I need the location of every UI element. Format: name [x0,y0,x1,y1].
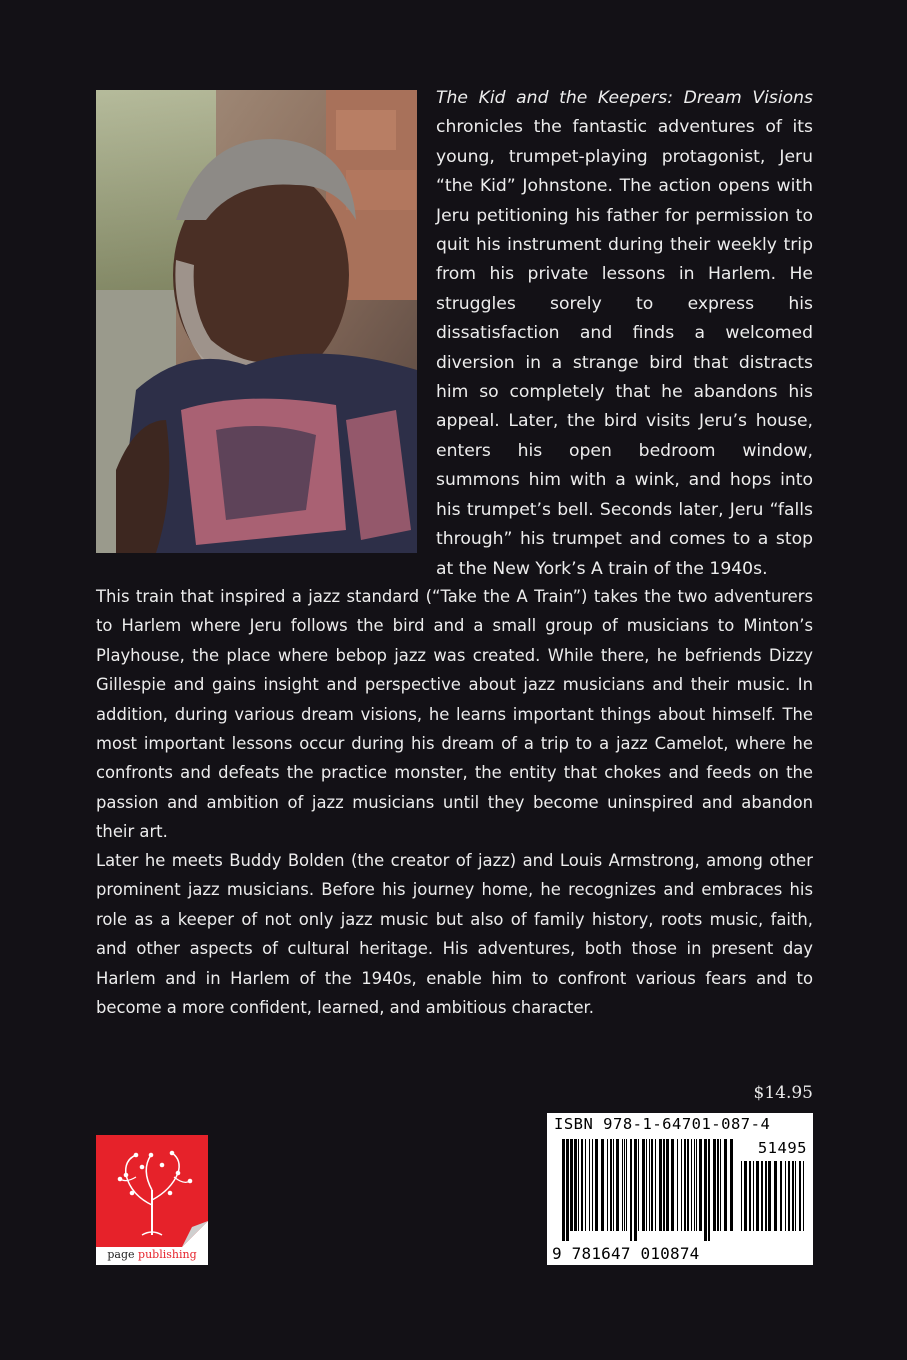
barcode-bar [624,1139,625,1231]
barcode-bar [589,1139,590,1231]
barcode-bar [677,1139,678,1231]
book-title: The Kid and the Keepers: Dream Visions [436,88,813,108]
barcode-bar [607,1139,608,1231]
barcode-bar [756,1161,759,1231]
author-photo [96,90,417,553]
barcode-bar [744,1161,747,1231]
barcode-bar [666,1139,669,1231]
barcode-bar [601,1139,604,1231]
barcode-bar [578,1139,579,1231]
publisher-name-part1: page [107,1248,139,1261]
barcode-bar [730,1139,733,1231]
barcode-bar [634,1139,637,1241]
barcode-bar [799,1161,801,1231]
barcode-bar [795,1161,796,1231]
barcode-bar [696,1139,697,1231]
barcode-bar [761,1161,763,1231]
barcode-bar [774,1161,777,1231]
barcode-bar [704,1139,707,1241]
barcode-bar [610,1139,612,1231]
barcode-price-code: 51495 [757,1139,807,1157]
barcode-bar [616,1139,619,1231]
barcode-bar [622,1139,623,1231]
price-label: $14.95 [753,1083,813,1103]
barcode-bar [803,1161,804,1231]
barcode-bar [785,1161,786,1231]
barcode-bar [642,1139,645,1231]
barcode-bar [613,1139,614,1231]
barcode-digits: 9 781647 010874 [552,1244,700,1263]
barcode-bar [581,1139,583,1231]
barcode-bar [562,1139,565,1241]
publisher-name [96,1248,208,1261]
tree-icon [96,1135,208,1247]
barcode-bar [720,1139,721,1231]
barcode-bars-addon [741,1161,805,1241]
barcode-bar [663,1139,665,1231]
barcode-bar [717,1139,719,1231]
barcode-bar [691,1139,692,1231]
barcode-bar [768,1161,771,1231]
barcode-bar [659,1139,662,1231]
barcode-bars-main [562,1139,734,1241]
description-paragraph-1 [436,84,813,584]
isbn-barcode [547,1113,813,1265]
barcode-bar [566,1139,569,1241]
barcode-bar [574,1139,577,1231]
barcode-bar [651,1139,653,1231]
barcode-bar [681,1139,682,1231]
barcode-bar [780,1161,782,1231]
description-paragraph-2: This train that inspired a jazz standard (“Take the A Train”) takes the two adventurers to Harlem where Jeru follows the bird and a small group of musicians to Minton’s Playhouse, the place where bebop jazz was created. While there, he befriends Dizzy Gillespie and gains insight and perspective about jazz musicians and their music. In addition, during various dream visions, he learns important things about himself. The most important lessons occur during his dream of a trip to a jazz Camelot, where he confronts and defeats the practice monster, the entity that chokes and feeds on the passion and ambition of jazz musicians until they become uninspired and abandon their art. [96,587,813,842]
barcode-bar [741,1161,742,1231]
barcode-bar [570,1139,573,1231]
barcode-bar [655,1139,656,1231]
isbn-label: ISBN 978-1-64701-087-4 [554,1115,771,1133]
barcode-bar [630,1139,632,1241]
barcode-bar [626,1139,627,1231]
barcode-bar [694,1139,695,1231]
barcode-bar [765,1161,767,1231]
barcode-bar [638,1139,639,1231]
barcode-bar [592,1139,593,1231]
barcode-bar [646,1139,647,1231]
barcode-bar [724,1139,727,1231]
barcode-bar [699,1139,702,1231]
barcode-bar [671,1139,674,1231]
barcode-bar [708,1139,710,1241]
description-text-1: chronicles the fantastic adventures of its young, trumpet-playing protagonist, Jeru “the Kid” Johnstone. The action opens with Jeru petitioning his father for permission to quit his instrument during their weekly trip from his private lessons in Harlem. He struggles sorely to express his dissatisfaction and finds a welcomed diversion in a strange bird that distracts him so completely that he abandons his appeal. Later, the bird visits Jeru’s house, enters his open bedroom window, summons him with a wink, and hops into his trumpet’s bell. Seconds later, Jeru “falls through” his trumpet and comes to a stop at the New York’s A train of the 1940s. [436,117,813,579]
barcode-bar [687,1139,689,1231]
description-paragraph-3: Later he meets Buddy Bolden (the creator of jazz) and Louis Armstrong, among other prominent jazz musicians. Before his journey home, he recognizes and embraces his role as a keeper of not only jazz music but also of family history, roots music, faith, and other aspects of cultural heritage. His adventures, both those in present day Harlem and in Harlem of the 1940s, enable him to confront various fears and to become a more confident, learned, and ambitious character. [96,851,813,1018]
barcode-bar [788,1161,790,1231]
barcode-bar [753,1161,754,1231]
barcode-bar [585,1139,586,1231]
barcode-bar [684,1139,686,1231]
publisher-logo-mark [96,1135,208,1247]
barcode-bar [749,1161,751,1231]
barcode-bar [792,1161,794,1231]
barcode-bar [649,1139,650,1231]
barcode-bar [595,1139,598,1231]
barcode-bar [713,1139,716,1231]
publisher-name-part2: publishing [138,1248,197,1261]
publisher-logo [96,1135,208,1265]
